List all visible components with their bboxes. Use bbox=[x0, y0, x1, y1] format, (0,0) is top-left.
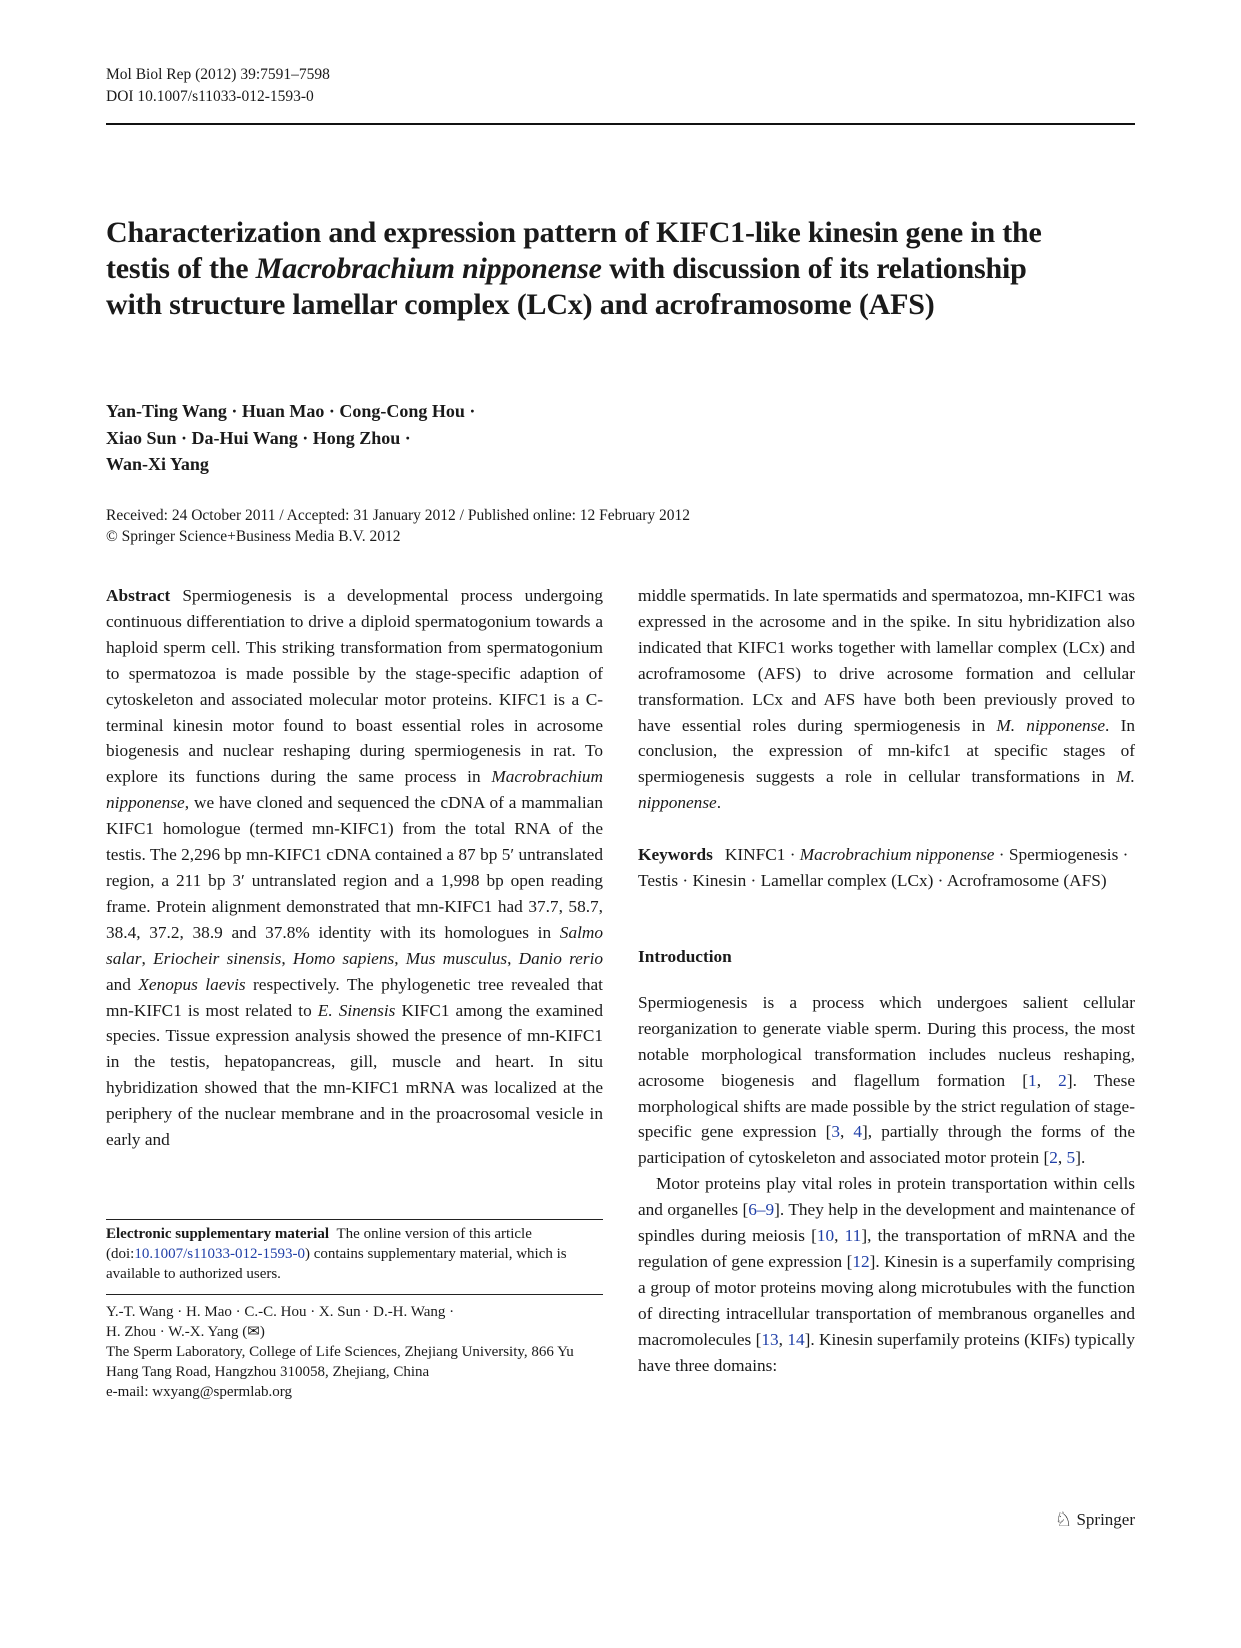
separator: , bbox=[394, 948, 406, 968]
separator: , bbox=[507, 948, 519, 968]
intro-paragraph-2 bbox=[638, 1171, 1135, 1378]
citation-link[interactable]: 4 bbox=[853, 1122, 863, 1142]
citation-link[interactable]: 14 bbox=[787, 1329, 805, 1349]
footnote-rule bbox=[106, 1219, 603, 1220]
species-name: Homo sapiens bbox=[292, 948, 395, 968]
abstract-text: middle spermatids. In late spermatids and spermatozoa, mn-KIFC1 was expressed in the acrosome and in the spike. In situ hybridization also indicated that KIFC1 works together with lamellar complex (LCx) and acroframosome (AFS) to drive acrosome formation and cellular transformation. LCx and AFS have both been previously proved to have essential roles during spermiogenesis in bbox=[638, 586, 1135, 735]
affil-email[interactable]: e-mail: wxyang@spermlab.org bbox=[106, 1384, 292, 1400]
citation-link[interactable]: 5 bbox=[1066, 1148, 1076, 1168]
author-line: Yan-Ting Wang · Huan Mao · Cong-Cong Hou · bbox=[106, 401, 476, 421]
author-line: Xiao Sun · Da-Hui Wang · Hong Zhou · bbox=[106, 427, 411, 448]
citation-link[interactable]: 12 bbox=[852, 1251, 870, 1271]
intro-text: , bbox=[834, 1226, 845, 1246]
abstract-text: respectively. The phylogenetic tree revealed that mn-KIFC1 is most related to bbox=[106, 974, 603, 1020]
species-name: Xenopus laevis bbox=[138, 974, 246, 994]
citation-link[interactable]: 1 bbox=[1028, 1070, 1037, 1090]
species-name: M. nipponense bbox=[638, 767, 1135, 813]
affil-address: The Sperm Laboratory, College of Life Sciences, Zhejiang University, 866 Yu Hang Tang Road, Hangzhou 310058, Zhejiang, China bbox=[106, 1344, 574, 1380]
separator: , bbox=[281, 948, 293, 968]
title-text-end: with discussion of its relationship with structure lamellar complex (LCx) and acroframosome (AFS) bbox=[106, 252, 1027, 321]
intro-text: , bbox=[839, 1122, 854, 1142]
esm-text-end: ) contains supplementary material, which is available to authorized users. bbox=[106, 1246, 567, 1282]
abstract-continued bbox=[638, 583, 1135, 816]
intro-text: ]. These morphological shifts are made possible by the strict regulation of stage-specific gene expression [ bbox=[638, 1070, 1135, 1142]
springer-horse-icon: ♘ bbox=[1054, 1509, 1073, 1531]
abstract-text: , we have cloned and sequenced the cDNA of a mammalian KIFC1 homologue (termed mn-KIFC1) from the total RNA of the testis. The 2,296 bp mn-KIFC1 cDNA contained a 87 bp 5′ untranslated region, a 211 bp 3′ untranslated region and a 1,998 bp open reading frame. Protein alignment demonstrated that mn-KIFC1 had 37.7, 58.7, 38.4, 37.2, 38.9 and 37.8% identity with its homologues in bbox=[106, 793, 603, 942]
abstract-text: KIFC1 among the examined species. Tissue expression analysis showed the presence of mn-KIFC1 in the testis, hepatopancreas, gill, muscle and heart. In situ hybridization showed that the mn-KIFC1 mRNA was localized at the periphery of the nuclear membrane and in the proacrosomal vesicle in early and bbox=[106, 1000, 603, 1150]
publisher-name: Springer bbox=[1076, 1509, 1135, 1529]
keyword-text: KINFC1 · bbox=[724, 845, 800, 865]
intro-text: , bbox=[1036, 1070, 1059, 1090]
separator: , bbox=[141, 948, 154, 968]
article-title bbox=[106, 215, 1066, 323]
abstract-text: Spermiogenesis is a developmental process undergoing continuous differentiation to drive a diploid spermatogonium towards a haploid sperm cell. This striking transformation from spermatogonium to spermatozoa is made possible by the stage-specific adaption of cytoskeleton and associated molecular motor proteins. KIFC1 is a C-terminal kinesin motor found to boast essential roles in acrosome biogenesis and nuclear reshaping during spermiogenesis in rat. To explore its functions during the same process in bbox=[106, 586, 603, 787]
footnote-esm bbox=[106, 1224, 603, 1284]
header-rule bbox=[106, 123, 1135, 125]
citation-link[interactable]: 3 bbox=[831, 1122, 840, 1142]
author-list bbox=[106, 398, 706, 478]
doi: DOI 10.1007/s11033-012-1593-0 bbox=[106, 88, 314, 105]
intro-text: , bbox=[1057, 1148, 1067, 1168]
intro-text: ], the transportation of mRNA and the regulation of gene expression [ bbox=[638, 1226, 1136, 1271]
keywords bbox=[638, 842, 1135, 894]
abstract-label: Abstract bbox=[106, 586, 171, 605]
species-name: M. nipponense bbox=[996, 715, 1106, 735]
intro-text: , bbox=[778, 1329, 788, 1349]
species-name: Macrobrachium nipponense bbox=[106, 767, 603, 813]
intro-text: ]. Kinesin superfamily proteins (KIFs) typically have three domains: bbox=[638, 1329, 1135, 1375]
publisher-logo bbox=[1055, 1507, 1135, 1532]
author-line: Wan-Xi Yang bbox=[106, 454, 209, 474]
intro-text: ], partially through the forms of the participation of cytoskeleton and associated motor protein [ bbox=[638, 1122, 1135, 1168]
abstract-text: . In conclusion, the expression of mn-kifc1 at specific stages of spermiogenesis suggests a role in cellular transformations in bbox=[638, 715, 1135, 787]
intro-text: ]. Kinesin is a superfamily comprising a group of motor proteins moving along microtubules with the function of directing intracellular transportation of membranous organelles and macromolecules [ bbox=[638, 1251, 1135, 1349]
species-name: Salmo salar bbox=[106, 922, 603, 968]
citation-link[interactable]: 6–9 bbox=[748, 1200, 775, 1220]
species-name: Mus musculus bbox=[405, 948, 508, 968]
keyword-text: · Spermiogenesis · Testis · Kinesin · Lamellar complex (LCx) · Acroframosome (AFS) bbox=[638, 845, 1129, 891]
species-name: Eriocheir sinensis bbox=[153, 948, 282, 968]
intro-text: ]. bbox=[1075, 1148, 1086, 1168]
citation-link[interactable]: 2 bbox=[1049, 1148, 1058, 1168]
intro-text: Spermiogenesis is a process which undergoes salient cellular reorganization to generate viable sperm. During this process, the most notable morphological transformation includes nucleus reshaping, acrosome biogenesis and flagellum formation [ bbox=[638, 992, 1135, 1090]
abstract-text: . bbox=[716, 793, 722, 813]
affil-names: Y.-T. Wang · H. Mao · C.-C. Hou · X. Sun · D.-H. Wang · bbox=[106, 1304, 455, 1320]
intro-text: ]. They help in the development and maintenance of spindles during meiosis [ bbox=[638, 1200, 1135, 1246]
esm-label: Electronic supplementary material bbox=[106, 1226, 330, 1242]
history-dates: Received: 24 October 2011 / Accepted: 31 January 2012 / Published online: 12 February 2012 bbox=[106, 507, 690, 524]
running-head bbox=[106, 64, 330, 108]
citation-link[interactable]: 10 bbox=[816, 1226, 835, 1246]
keywords-label: Keywords bbox=[638, 845, 713, 865]
title-species: Macrobrachium nipponense bbox=[255, 252, 602, 285]
journal-citation: Mol Biol Rep (2012) 39:7591–7598 bbox=[106, 66, 330, 83]
abstract-left bbox=[106, 583, 603, 1153]
footnote-rule bbox=[106, 1294, 603, 1295]
citation-link[interactable]: 2 bbox=[1058, 1070, 1067, 1090]
footnote-affiliation bbox=[106, 1302, 603, 1402]
copyright: © Springer Science+Business Media B.V. 2012 bbox=[106, 528, 401, 545]
citation-link[interactable]: 11 bbox=[844, 1226, 862, 1246]
title-text: Characterization and expression pattern of KIFC1-like kinesin gene in the testis of the bbox=[106, 216, 1042, 285]
article-history bbox=[106, 505, 1006, 547]
right-column bbox=[638, 583, 1135, 1378]
species-name: E. Sinensis bbox=[317, 1000, 396, 1020]
species-name: Danio rerio bbox=[518, 948, 604, 968]
intro-text: Motor proteins play vital roles in protein transportation within cells and organelles [ bbox=[638, 1174, 1135, 1220]
esm-doi-link[interactable]: 10.1007/s11033-012-1593-0 bbox=[134, 1246, 306, 1262]
keyword-species: Macrobrachium nipponense bbox=[799, 845, 995, 865]
citation-link[interactable]: 13 bbox=[761, 1329, 779, 1349]
separator: and bbox=[106, 974, 139, 994]
affil-names: H. Zhou · W.-X. Yang (✉) bbox=[106, 1324, 265, 1340]
section-heading-introduction: Introduction bbox=[638, 946, 732, 966]
intro-paragraph-1 bbox=[638, 990, 1135, 1171]
esm-text: The online version of this article (doi: bbox=[106, 1226, 532, 1262]
